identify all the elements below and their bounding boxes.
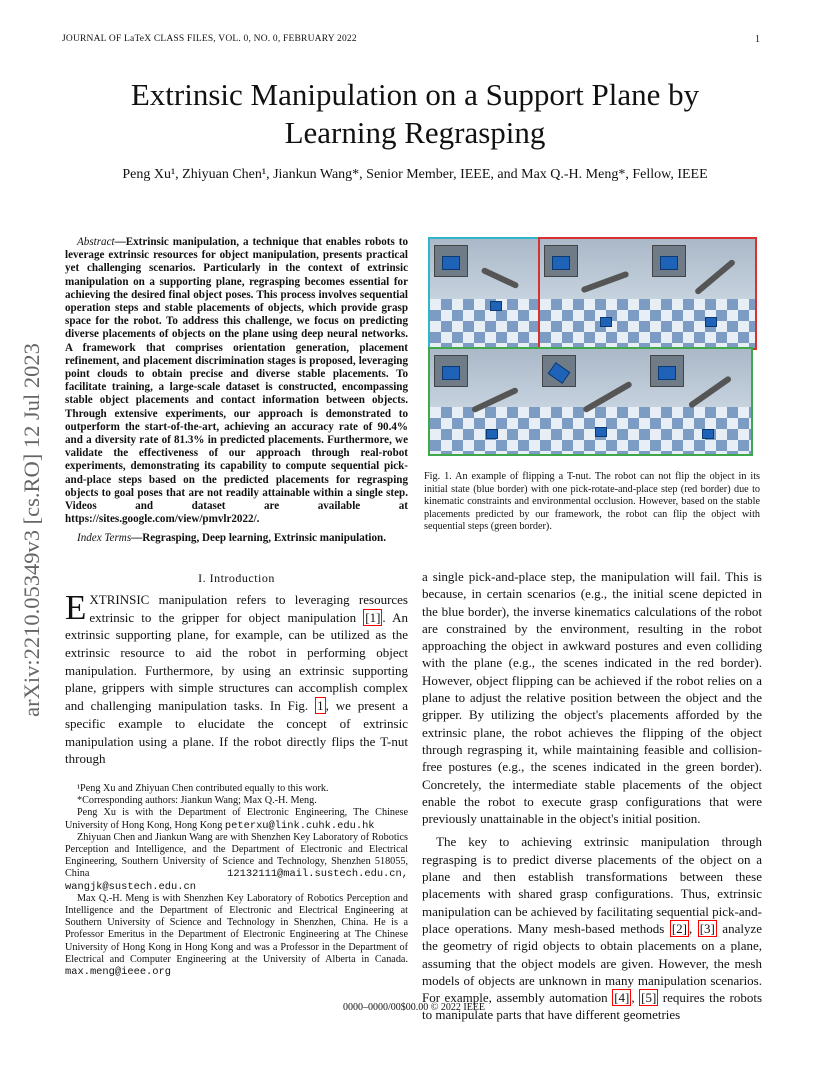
tnut-object — [486, 429, 498, 439]
email-2: 12132111@mail.sustech.edu.cn, wangjk@sustech.edu.cn — [65, 868, 408, 893]
figure-1 — [428, 237, 753, 456]
tnut-object — [490, 301, 502, 311]
footnotes — [65, 783, 408, 978]
p2-text-a: The key to achieving extrinsic manipulation through regrasping is to predict diverse placements of the object on a plane and then establish transformations between these placements with shared grasp configurations. Thus, extrinsic manipulation can be achieved by facilitating sequential pick-and-place operations. Many mesh-based methods — [422, 834, 762, 936]
figure-panel-initial — [428, 237, 540, 350]
figure-link-1[interactable]: 1 — [317, 698, 324, 714]
abstract — [65, 236, 408, 526]
tnut-object — [442, 256, 460, 270]
tnut-object — [552, 256, 570, 270]
zoom-inset — [544, 245, 578, 277]
tnut-object — [600, 317, 612, 327]
arxiv-sidebar — [10, 295, 54, 765]
page-number: 1 — [755, 34, 760, 45]
tnut-object — [595, 427, 607, 437]
intro-paragraph — [65, 587, 409, 768]
right-column — [422, 568, 762, 1024]
footnote-affiliation-1 — [65, 807, 408, 831]
tnut-object — [442, 366, 460, 380]
body-paragraph-1: a single pick-and-place step, the manipulation will fail. This is because, in certain scenarios (e.g., the initial scene depicted in the blue border), the inverse kinematics calculations of the robot are constrained by the environment, resulting in the robot approaching the object in awkward postures and even colliding with the plane (e.g., the scenes indicated in the red border). However, object flipping can be achieved if the robot relies on a plane to adjust the relative position between the object and the gripper. By utilizing the object's placements afforded by the extrinsic plane, the robot achieves the flipping of the object through regrasping it, while maintaining feasible and collision-free postures (e.g., the scenes indicated in the green border). Concretely, the intermediate stable placements of the object enable the robot to execute grasp configurations that were previously unattainable in the object's initial position. — [422, 569, 762, 827]
paper-title — [60, 76, 770, 152]
zoom-inset — [434, 245, 468, 277]
tnut-object — [702, 429, 714, 439]
copyright-footer: 0000–0000/00$00.00 © 2022 IEEE — [342, 1002, 486, 1013]
title-line-2: Learning Regrasping — [284, 115, 546, 150]
footnote-corresponding: *Corresponding authors: Jiankun Wang; Max Q.-H. Meng. — [77, 795, 317, 807]
figure-caption: Fig. 1. An example of flipping a T-nut. The robot can not flip the object in its initial state (blue border) with one pick-rotate-and-place step (red border) due to kinematic constraints and environmental occlusion. However, based on the stable placements predicted by our framework, the robot can flip the object with sequential steps (green border). — [424, 471, 760, 533]
p2-text-d: , — [631, 990, 640, 1006]
zoom-inset — [542, 355, 576, 387]
citation-link-4[interactable]: [4] — [614, 990, 630, 1006]
zoom-inset — [650, 355, 684, 387]
citation-link-2[interactable]: [2] — [671, 920, 687, 936]
affiliation-text-1: Peng Xu is with the Department of Electronic Engineering, The Chinese University of Hong Kong, Hong Kong — [65, 807, 408, 831]
p2-text-e: requires the robots to manipulate parts that have different geometries — [422, 990, 763, 1023]
affiliation-text-3: Max Q.-H. Meng is with Shenzhen Key Laboratory of Robotics Perception and Intelligence and the Department of Electronic and Electrical Engineering at Southern University of Science and Technology in Shenzhen, China. He is a Professor Emeritus in the Department of Electronic Engineering at The Chinese University of Hong Kong in Hong Kong and was a Professor in the Department of Electrical and Computer Engineering at the University of Alberta in Canada. — [65, 892, 408, 965]
section-heading: I. Introduction — [198, 570, 275, 585]
intro-text-2: . An extrinsic supporting plane, for example, can be utilized as the extrinsic resource to aid the robot in performing object manipulation. Furthermore, by using an extrinsic supporting plane, grippers with simple structures can accomplish complex and challenging manipulation tasks. In Fig. — [65, 609, 408, 714]
tnut-object — [705, 317, 717, 327]
intro-text-3: , we present a specific example to elucidate the concept of extrinsic manipulation using a plane. If the robot directly flips the T-nut through — [65, 698, 409, 767]
panel-floor — [540, 299, 755, 348]
footnote-equal-contribution: ¹Peng Xu and Zhiyuan Chen contributed equally to this work. — [77, 783, 329, 794]
tnut-object — [658, 366, 676, 380]
footnote-affiliation-3 — [65, 893, 408, 978]
body-paragraph-2 — [422, 833, 762, 1023]
drop-cap: E — [65, 587, 87, 627]
title-line-1: Extrinsic Manipulation on a Support Plane by — [130, 77, 700, 112]
zoom-inset — [652, 245, 686, 277]
index-terms-text: —Regrasping, Deep learning, Extrinsic manipulation. — [131, 532, 387, 545]
citation-link-5[interactable]: [5] — [641, 990, 657, 1006]
affiliation-text-2: Zhiyuan Chen and Jiankun Wang are with Shenzhen Key Laboratory of Robotics Perception and Intelligence, and the Department of Electronic and Electrical Engineering, Southern University of Science and Technology, Shenzhen 518055, China — [65, 831, 408, 880]
p2-text-c: analyze the geometry of rigid objects to obtain placements on a plane, assuming that the object models are given. However, the mesh models of objects are unknown in many manipulation scenarios. For example, assembly automation — [422, 920, 762, 1006]
abstract-label: Abstract — [77, 236, 115, 248]
citation-link-1[interactable]: [1] — [365, 609, 381, 625]
email-1: peterxu@link.cuhk.edu.hk — [224, 819, 375, 832]
panel-floor — [430, 299, 538, 348]
tnut-object — [548, 362, 571, 384]
email-3: max.meng@ieee.org — [65, 966, 172, 979]
running-header: JOURNAL OF LaTeX CLASS FILES, VOL. 0, NO. 0, FEBRUARY 2022 — [62, 34, 357, 44]
arxiv-identifier: arXiv:2210.05349v3 [cs.RO] 12 Jul 2023 — [19, 343, 44, 717]
citation-link-3[interactable]: [3] — [699, 920, 715, 936]
index-terms-label: Index Terms — [77, 532, 132, 545]
abstract-text: —Extrinsic manipulation, a technique that enables robots to leverage extrinsic resources for object manipulation, presents practical yet challenging scenarios. Particularly in the context of extrinsic manipulation on a supporting plane, regrasping becomes essential for achieving the desired final object poses. This process involves sequential operation steps and stable placements of objects, which provide grasp space for the robot. To address this challenge, we focus on predicting diverse placements of objects on the plane using deep neural networks. A framework that comprises orientation generation, placement refinement, and placement discrimination stages is proposed, leveraging point clouds to obtain precise and diverse stable placements. To facilitate training, a large-scale dataset is constructed, encompassing stable object placements and contact information between objects. Through extensive experiments, our approach is demonstrated to outperform the start-of-the-art, achieving an accuracy rate of 90.4% and a diversity rate of 81.3% in predicted placements. Furthermore, we validate the effectiveness of our approach through real-robot experiments, demonstrating its capability to compute sequential pick-and-place steps based on the predicted placements for regrasping objects to goal poses that are not readily attainable within a single step. Videos and dataset are available at https://sites.google.com/view/pmvlr2022/. — [65, 236, 408, 526]
p2-text-b: , — [688, 920, 698, 936]
zoom-inset — [434, 355, 468, 387]
index-terms — [65, 532, 408, 545]
tnut-object — [660, 256, 678, 270]
intro-text-1: XTRINSIC manipulation refers to leveraging resources extrinsic to the gripper for object manipulation — [89, 591, 408, 625]
figure-panel-success — [428, 347, 753, 456]
figure-panel-failed — [538, 237, 757, 350]
footnote-affiliation-2 — [65, 832, 408, 893]
left-column — [65, 236, 408, 768]
author-list: Peng Xu¹, Zhiyuan Chen¹, Jiankun Wang*, Senior Member, IEEE, and Max Q.-H. Meng*, Fellow, IEEE — [122, 167, 708, 182]
